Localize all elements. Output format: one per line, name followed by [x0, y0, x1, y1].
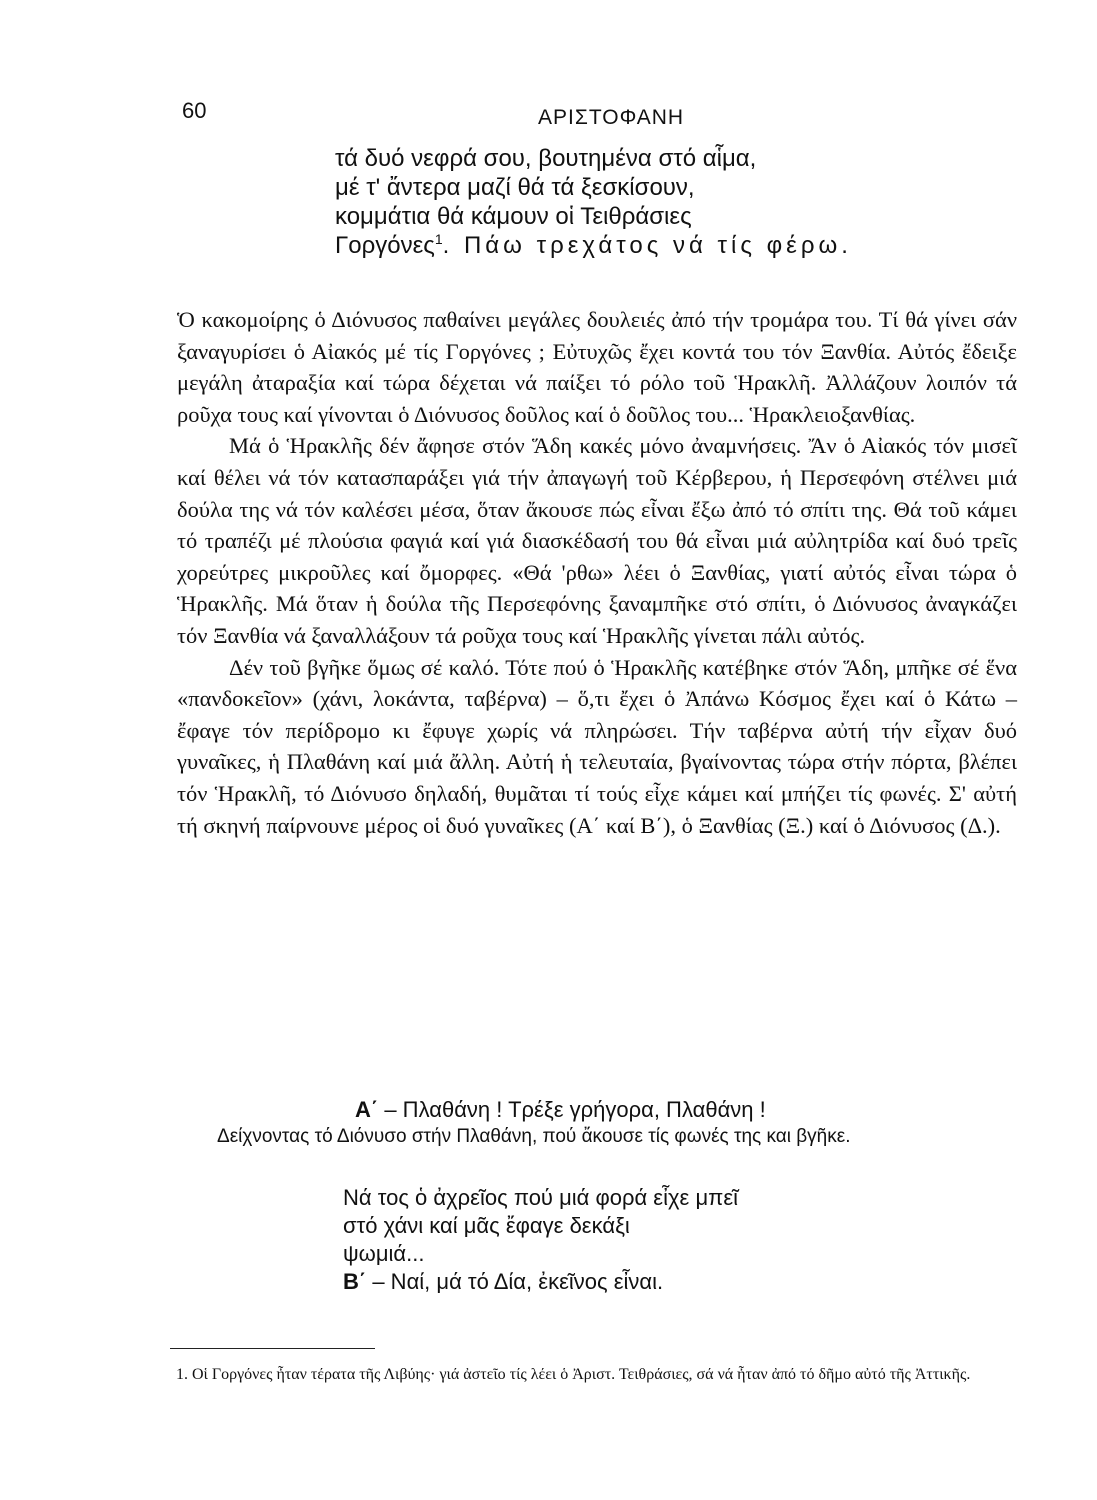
- verse-line: τά δυό νεφρά σου, βουτημένα στό αἷμα,: [335, 145, 757, 172]
- stage-direction: [177, 1122, 1005, 1152]
- running-title: ΑΡΙΣΤΟΦΑΝΗ: [538, 106, 685, 129]
- verse-line: μέ τ' ἄντερα μαζί θά τά ξεσκίσουν,: [335, 174, 695, 201]
- footnote-divider: [170, 1348, 375, 1349]
- verse-line-end: . Πάω τρεχάτος νά τίς φέρω.: [442, 232, 852, 259]
- footnote-text: 1. Οἱ Γοργόνες ἦταν τέρατα τῆς Λιβύης· γιά ἀστεῖο τίς λέει ὁ Ἀριστ. Τειθράσιες, σά νά ἦταν ἀπό τό δῆμο αὐτό τῆς Ἀττικῆς.: [176, 1366, 971, 1383]
- footnote-marker: 1: [434, 231, 443, 247]
- page-number: 60: [182, 98, 207, 123]
- speaker-label: Β΄: [343, 1269, 367, 1294]
- verse-line: ψωμιά...: [343, 1241, 425, 1266]
- stage-direction-text: Δείχνοντας τό Διόνυσο στήν Πλαθάνη, πού ἄκουσε τίς φωνές της και βγῆκε.: [217, 1126, 851, 1147]
- footnote: [130, 1364, 1010, 1386]
- dialogue-text: – Ναί, μά τό Δία, ἐκεῖνος εἶναι.: [366, 1269, 664, 1294]
- verse-line: κομμάτια θά κάμουν οἱ Τειθράσιες: [335, 203, 692, 230]
- verse-line: [335, 231, 852, 260]
- speaker-label: Α΄: [355, 1097, 379, 1122]
- dialogue-line-b: [343, 1268, 738, 1296]
- dialogue-text: – Πλαθάνη ! Τρέξε γρήγορα, Πλαθάνη !: [378, 1097, 766, 1122]
- verse-line: στό χάνι καί μᾶς ἔφαγε δεκάξι: [343, 1213, 630, 1238]
- paragraph: Ὁ κακομοίρης ὁ Διόνυσος παθαίνει μεγάλες δουλειές ἀπό τήν τρομάρα του. Τί θά γίνει σάν ξαναγυρίσει ὁ Αἰακός μέ τίς Γοργόνες ; Εὐτυχῶς ἔχει κοντά του τόν Ξανθία. Αὐτός ἔδειξε μεγάλη ἀταραξία καί τώρα δέχεται νά παίξει τό ρόλο τοῦ Ἡρακλῆ. Ἀλλάζουν λοιπόν τά ροῦχα τους καί γίνονται ὁ Διόνυσος δοῦλος καί ὁ δοῦλος του... Ἡρακλειοξανθίας.: [177, 307, 1017, 427]
- verse-top: [335, 144, 852, 260]
- paragraph: Δέν τοῦ βγῆκε ὅμως σέ καλό. Τότε πού ὁ Ἡρακλῆς κατέβηκε στόν Ἅδη, μπῆκε σέ ἕνα «πανδοκεῖον» (χάνι, λοκάντα, ταβέρνα) – ὅ,τι ἔχει ὁ Ἀπάνω Κόσμος ἔχει καί ὁ Κάτω – ἔφαγε τόν περίδρομο κι ἔφυγε χωρίς νά πληρώσει. Τήν ταβέρνα αὐτή τήν εἶχαν δυό γυναῖκες, ἡ Πλαθάνη καί μιά ἄλλη. Αὐτή ἡ τελευταία, βγαίνοντας τώρα στήν πόρτα, βλέπει τόν Ἡρακλῆ, τό Διόνυσο δηλαδή, θυμᾶται τί τούς εἶχε κάμει καί μπήζει τίς φωνές. Σ' αὐτή τή σκηνή παίρνουνε μέρος οἱ δυό γυναῖκες (Α΄ καί Β΄), ὁ Ξανθίας (Ξ.) καί ὁ Διόνυσος (Δ.).: [177, 654, 1017, 838]
- paragraph: Μά ὁ Ἡρακλῆς δέν ἄφησε στόν Ἅδη κακές μόνο ἀναμνήσεις. Ἄν ὁ Αἰακός τόν μισεῖ καί θέλει νά τόν κατασπαράξει γιά τήν ἀπαγωγή τοῦ Κέρβερου, ἡ Περσεφόνη στέλνει μιά δούλα της νά τόν καλέσει μέσα, ὅταν ἄκουσε πώς εἶναι ἔξω ἀπό τό σπίτι της. Θά τοῦ κάμει τό τραπέζι μέ πλούσια φαγιά καί γιά διασκέδασή του θά εἶναι μιά αὐλητρίδα καί δυό τρεῖς χορεύτρες μικροῦλες καί ὄμορφες. «Θά 'ρθω» λέει ὁ Ξανθίας, γιατί αὐτός εἶναι τώρα ὁ Ἡρακλῆς. Μά ὅταν ἡ δούλα τῆς Περσεφόνης ξαναμπῆκε στό σπίτι, ὁ Διόνυσος ἀναγκάζει τόν Ξανθία νά ξαναλλάξουν τά ροῦχα τους καί Ἡρακλῆς γίνεται πάλι αὐτός.: [177, 433, 1017, 648]
- verse-bottom: [343, 1184, 738, 1296]
- verse-line-start: Γοργόνες: [335, 232, 435, 259]
- prose-block: [177, 304, 1017, 841]
- dialogue-line-a: [355, 1097, 766, 1123]
- verse-line: Νά τος ὁ ἀχρεῖος πού μιά φορά εἶχε μπεῖ: [343, 1185, 739, 1210]
